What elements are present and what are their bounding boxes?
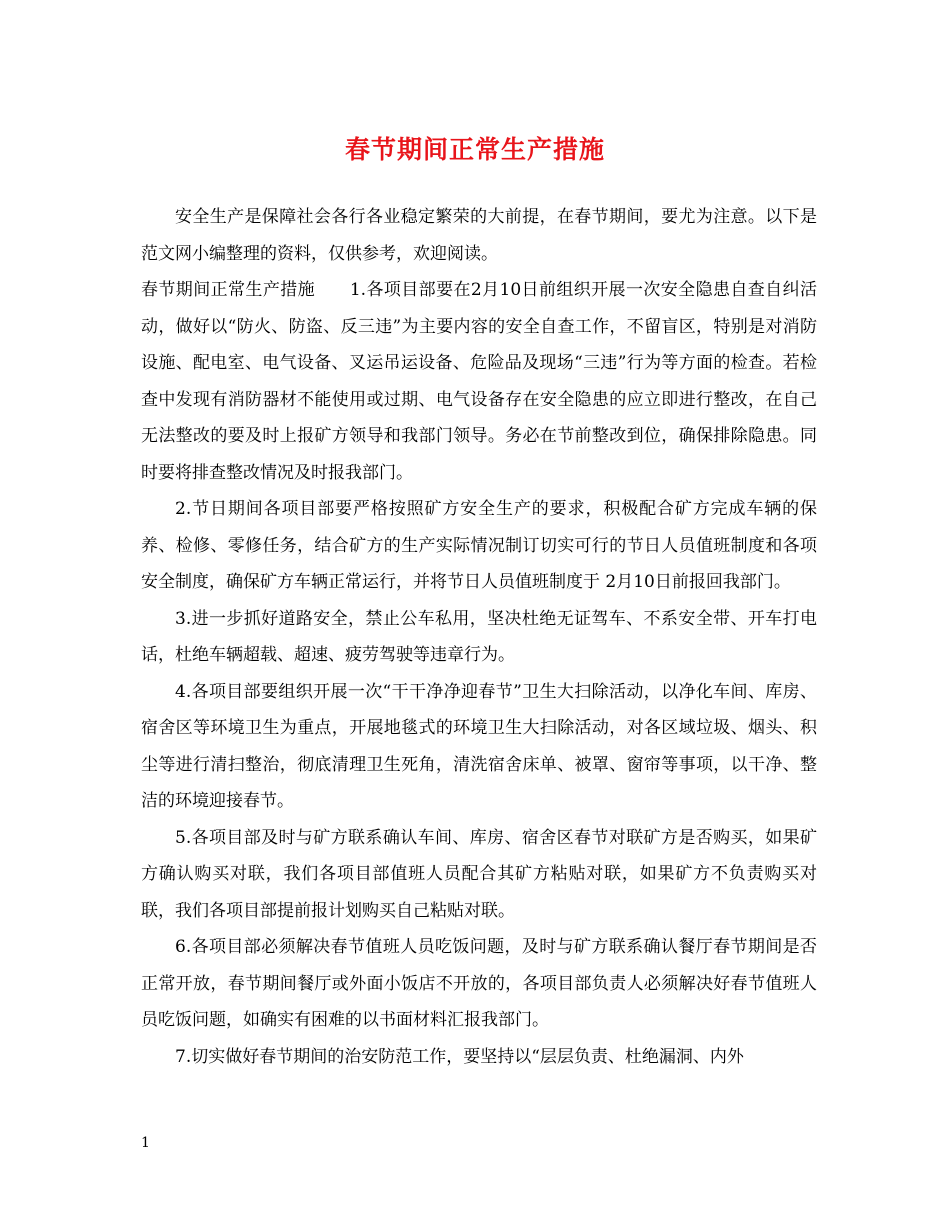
paragraph-item-7: 7.切实做好春节期间的治安防范工作，要坚持以“层层负责、杜绝漏洞、内外 <box>175 1046 744 1067</box>
paragraph-item-2: 2.节日期间各项目部要严格按照矿方安全生产的要求，积极配合矿方完成车辆的保养、检修、零修任务，结合矿方的生产实际情况制订切实可行的节日人员值班制度和各项安全制度，确保矿方车辆正常运行，并将节日人员值班制度于 2月10日前报回我部门。 <box>141 499 817 592</box>
paragraph-item-1: 春节期间正常生产措施 1.各项目部要在2月10日前组织开展一次安全隐患自查自纠活动，做好以“防火、防盗、反三违”为主要内容的安全自查工作，不留盲区，特别是对消防设施、配电室、电气设备、叉运吊运设备、危险品及现场“三违”行为等方面的检查。若检查中发现有消防器材不能使用或过期、电气设备存在安全隐患的应立即进行整改，在自己无法整改的要及时上报矿方领导和我部门领导。务必在节前整改到位，确保排除隐患。同时要将排查整改情况及时报我部门。 <box>141 280 817 483</box>
document-title: 春节期间正常生产措施 <box>344 135 605 164</box>
paragraph-item-3: 3.进一步抓好道路安全，禁止公车私用，坚决杜绝无证驾车、不系安全带、开车打电话，杜绝车辆超载、超速、疲劳驾驶等违章行为。 <box>141 608 817 665</box>
page-number: 1 <box>141 1135 150 1151</box>
paragraph-intro: 安全生产是保障社会各行各业稳定繁荣的大前提，在春节期间，要尤为注意。以下是范文网小编整理的资料，仅供参考，欢迎阅读。 <box>141 207 817 264</box>
paragraph-item-5: 5.各项目部及时与矿方联系确认车间、库房、宿舍区春节对联矿方是否购买，如果矿方确认购买对联，我们各项目部值班人员配合其矿方粘贴对联，如果矿方不负责购买对联，我们各项目部提前报计划购买自己粘贴对联。 <box>141 827 817 921</box>
document-body <box>141 199 817 1075</box>
paragraph-item-4: 4.各项目部要组织开展一次“干干净净迎春节”卫生大扫除活动，以净化车间、库房、宿舍区等环境卫生为重点，开展地毯式的环境卫生大扫除活动，对各区域垃圾、烟头、积尘等进行清扫整治，彻底清理卫生死角，清洗宿舍床单、被罩、窗帘等事项，以干净、整洁的环境迎接春节。 <box>141 681 817 811</box>
paragraph-item-6: 6.各项目部必须解决春节值班人员吃饭问题，及时与矿方联系确认餐厅春节期间是否正常开放，春节期间餐厅或外面小饭店不开放的，各项目部负责人必须解决好春节值班人员吃饭问题，如确实有困难的以书面材料汇报我部门。 <box>141 937 817 1030</box>
